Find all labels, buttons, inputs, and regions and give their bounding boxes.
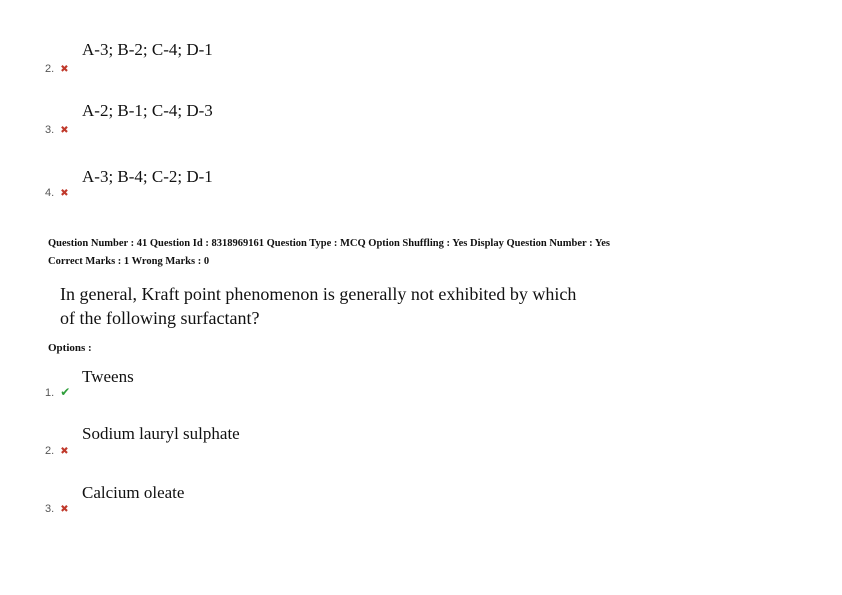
prev-option-text: A-3; B-2; C-4; D-1	[82, 40, 213, 59]
option-number: 1. ✔	[45, 385, 71, 399]
question-line1: In general, Kraft point phenomenon is generally not exhibited by which	[60, 284, 577, 304]
prev-option-number: 4. ✖	[45, 187, 69, 199]
option-number: 3. ✖	[45, 503, 69, 515]
options-label: Options :	[48, 342, 92, 354]
prev-option-number: 2. ✖	[45, 63, 69, 75]
cross-icon: ✖	[60, 446, 69, 457]
cross-icon: ✖	[60, 504, 69, 515]
prev-option-number: 3. ✖	[45, 124, 69, 136]
option-text: Sodium lauryl sulphate	[82, 424, 240, 443]
cross-icon: ✖	[60, 188, 69, 199]
checkmark-icon: ✔	[60, 385, 71, 399]
question-text	[60, 282, 620, 330]
prev-option-text: A-2; B-1; C-4; D-3	[82, 101, 213, 120]
question-meta-line1: Question Number : 41 Question Id : 8318969161 Question Type : MCQ Option Shuffling : Yes Display Question Number : Yes	[48, 238, 611, 249]
prev-option-text: A-3; B-4; C-2; D-1	[82, 167, 213, 186]
cross-icon: ✖	[60, 125, 69, 136]
question-meta-line2: Correct Marks : 1 Wrong Marks : 0	[48, 256, 210, 267]
cross-icon: ✖	[60, 64, 69, 75]
question-line2: of the following surfactant?	[60, 308, 260, 328]
option-number: 2. ✖	[45, 445, 69, 457]
option-text: Calcium oleate	[82, 483, 185, 502]
option-text: Tweens	[82, 367, 134, 386]
